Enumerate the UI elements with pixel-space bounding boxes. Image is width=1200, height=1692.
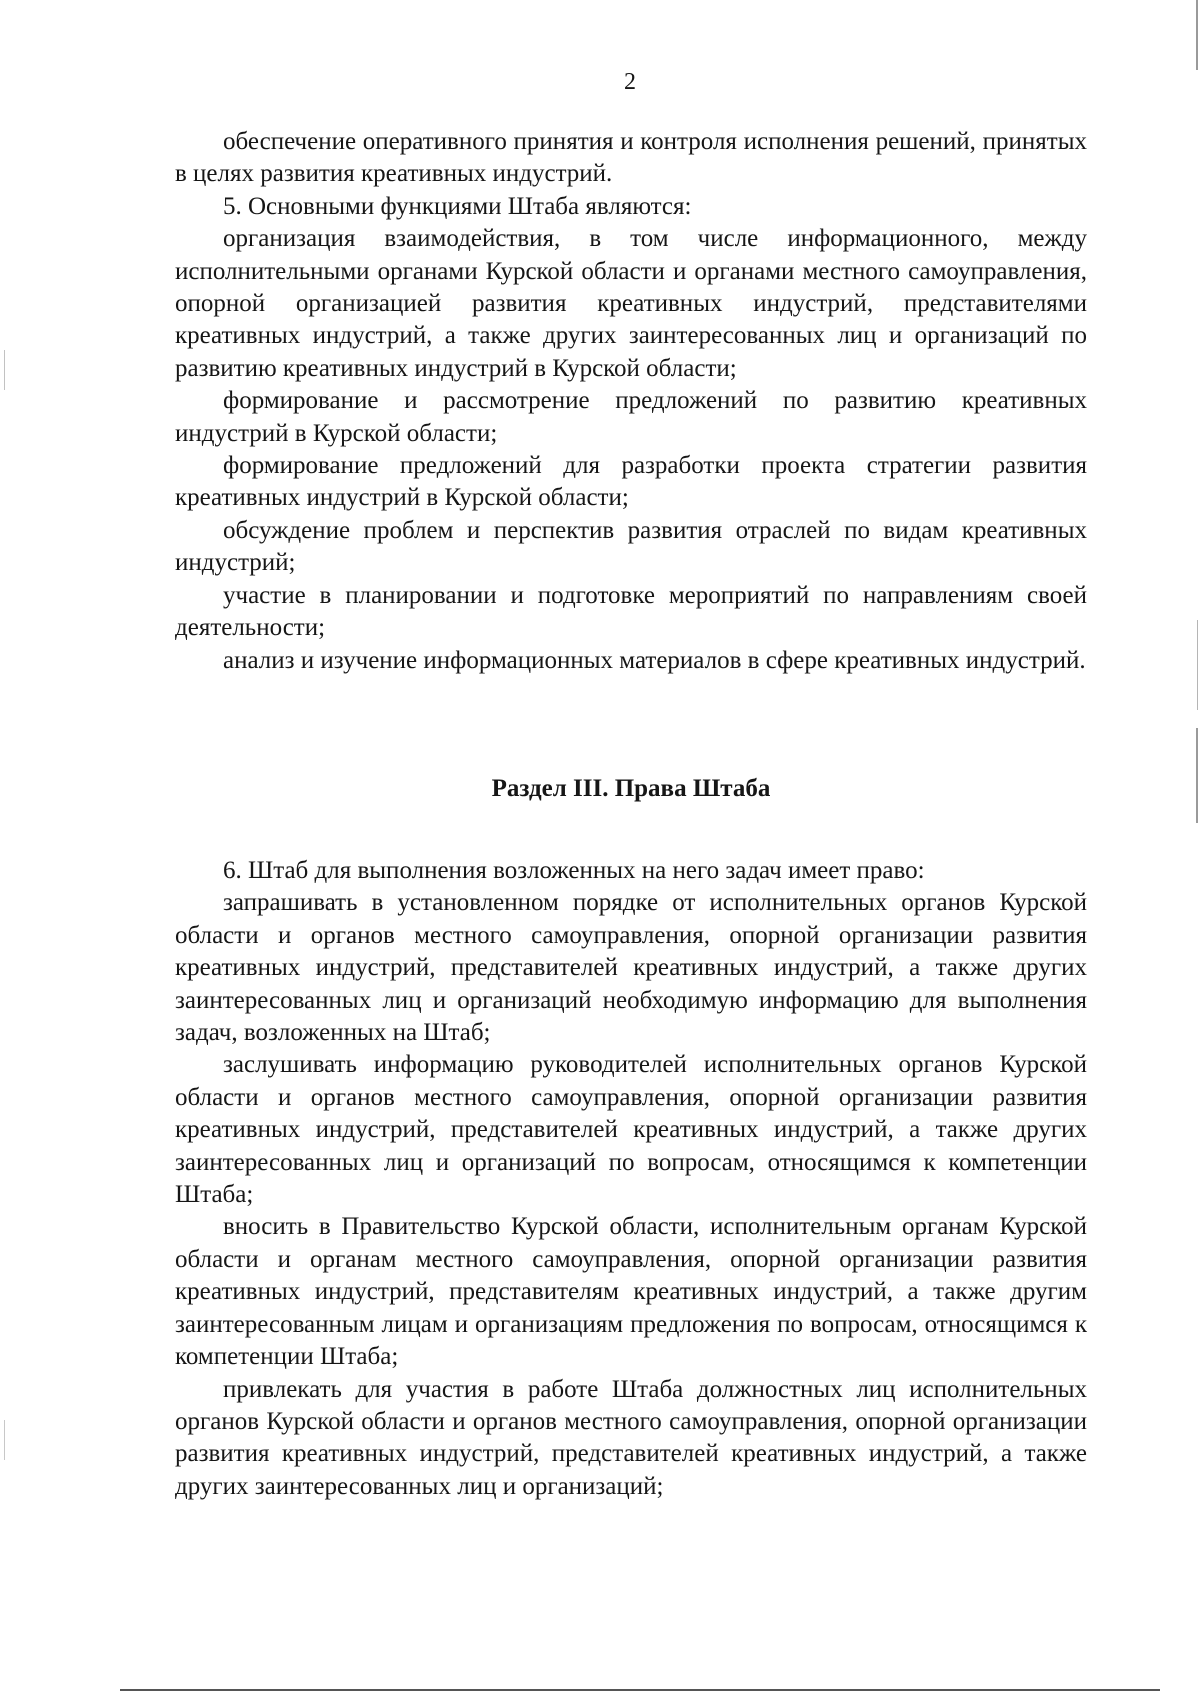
paragraph: 6. Штаб для выполнения возложенных на него задач имеет право: — [223, 857, 925, 884]
paragraph: привлекать для участия в работе Штаба должностных лиц исполнительных органов Курской области и органов местного самоуправления, опорной организации развития креативных индустрий, представителей креативных индустрий, а также других заинтересованных лиц и организаций; — [175, 1375, 1087, 1500]
scan-edge-mark — [4, 1420, 5, 1460]
paragraph: 5. Основными функциями Штаба являются: — [223, 192, 692, 220]
paragraph: формирование и рассмотрение предложений по развитию креативных индустрий в Курской области; — [175, 387, 1087, 447]
paragraph: анализ и изучение информационных материалов в сфере креативных индустрий. — [223, 646, 1086, 674]
scan-edge-mark — [1196, 728, 1198, 823]
functions-section — [175, 126, 1087, 677]
scan-edge-mark — [4, 350, 5, 390]
scan-edge-mark — [1197, 620, 1198, 710]
page-number: 2 — [624, 69, 636, 95]
paragraph: формирование предложений для разработки проекта стратегии развития креативных индустрий в Курской области; — [175, 452, 1087, 512]
paragraph: запрашивать в установленном порядке от исполнительных органов Курской области и органов местного самоуправления, опорной организации развития креативных индустрий, представителей креативных индустрий, а также других заинтересованных лиц и организаций необходимую информацию для выполнения задач, возложенных на Штаб; — [175, 889, 1087, 1047]
section-heading: Раздел III. Права Штаба — [491, 775, 771, 802]
paragraph: заслушивать информацию руководителей исполнительных органов Курской области и органов местного самоуправления, опорной организации развития креативных индустрий, представителей креативных индустрий, а также других заинтересованных лиц и организаций по вопросам, относящимся к компетенции Штаба; — [175, 1051, 1087, 1209]
rights-section — [175, 855, 1087, 1503]
paragraph: организация взаимодействия, в том числе информационного, между исполнительными органами Курской области и органами местного самоуправления, опорной организацией развития креативных индустрий, представителями креативных индустрий, а также других заинтересованных лиц и организаций по развитию креативных индустрий в Курской области; — [175, 225, 1087, 382]
scan-bottom-edge — [120, 1689, 1160, 1691]
scan-edge-mark — [1196, 0, 1198, 70]
paragraph: участие в планировании и подготовке мероприятий по направлениям своей деятельности; — [175, 581, 1087, 642]
paragraph: вносить в Правительство Курской области, исполнительным органам Курской области и органам местного самоуправления, опорной организации развития креативных индустрий, представителям креативных индустрий, а также другим заинтересованным лицам и организациям предложения по вопросам, относящимся к компетенции Штаба; — [175, 1213, 1087, 1371]
paragraph: обеспечение оперативного принятия и контроля исполнения решений, принятых в целях развития креативных индустрий. — [175, 128, 1087, 188]
paragraph: обсуждение проблем и перспектив развития отраслей по видам креативных индустрий; — [175, 516, 1087, 577]
